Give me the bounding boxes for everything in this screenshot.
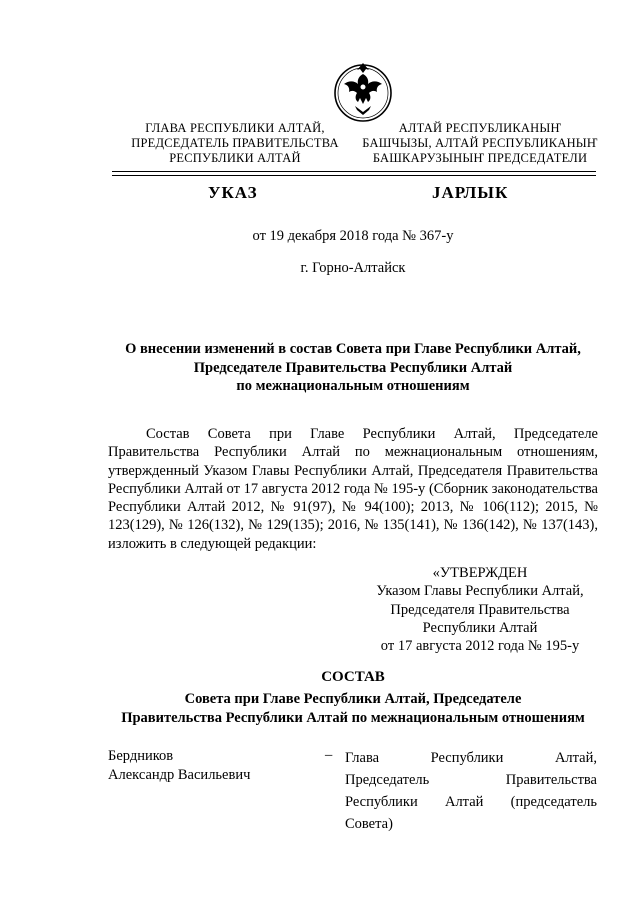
composition-subheading xyxy=(100,690,606,728)
role-word: Председатель xyxy=(345,772,430,788)
approval-line: Республики Алтай xyxy=(422,619,538,636)
member-role-line xyxy=(345,791,597,813)
member-role xyxy=(345,747,597,835)
member-name xyxy=(108,747,318,785)
header-left-line: ГЛАВА РЕСПУБЛИКИ АЛТАЙ, xyxy=(145,121,325,135)
member-name-line: Бердников xyxy=(108,748,174,764)
header-left-line: ПРЕДСЕДАТЕЛЬ ПРАВИТЕЛЬСТВА xyxy=(131,136,339,150)
header-right-line: БАШКАРУЗЫНЫҤ ПРЕДСЕДАТЕЛИ xyxy=(372,151,588,165)
title-ukaz: УКАЗ xyxy=(208,183,258,202)
header-divider-thin xyxy=(112,175,596,176)
approval-line: Указом Главы Республики Алтай, xyxy=(376,583,584,600)
role-word: (председатель xyxy=(510,794,597,810)
header-left-line: РЕСПУБЛИКИ АЛТАЙ xyxy=(169,151,301,165)
approval-line: «УТВЕРЖДЕН xyxy=(432,565,528,581)
member-role-line: Совета) xyxy=(345,816,393,832)
member-dash: – xyxy=(325,747,333,763)
role-word: Алтай, xyxy=(554,750,597,766)
role-word: Глава xyxy=(345,750,380,766)
approval-line: от 17 августа 2012 года № 195-у xyxy=(380,638,580,655)
subject-line: О внесении изменений в состав Совета при Главе Республики Алтай, xyxy=(125,341,581,357)
decree-date: от 19 декабря 2018 года № 367-у xyxy=(252,228,454,244)
role-word: Алтай xyxy=(444,794,484,810)
member-role-line xyxy=(345,769,597,791)
decree-city: г. Горно-Алтайск xyxy=(300,260,406,276)
header-divider-thick xyxy=(112,171,596,172)
decree-body xyxy=(108,425,598,553)
composition-subheading-line: Правительства Республики Алтай по межнациональным отношениям xyxy=(121,710,585,726)
body-paragraph: Состав Совета при Главе Республики Алтай, Председателе Правительства Республики Алтай по межнациональным отношениям, утвержденный Указом Главы Республики Алтай, Председателя Правительства Республики Алтай от 17 августа 2012 года № 195-у (Сборник законодательства Республики Алтай 2012, № 91(97), № 94(100); 2013, № 106(112); 2015, № 123(129), № 126(132), № 129(135); 2016, № 135(141), № 136(142), № 137(143), изложить в следующей редакции: xyxy=(108,426,598,552)
decree-subject xyxy=(100,340,606,396)
header-right-line: БАШЧЫЗЫ, АЛТАЙ РЕСПУБЛИКАНЫҤ xyxy=(362,136,598,150)
coat-of-arms-emblem-icon xyxy=(333,60,393,124)
header-right-line: АЛТАЙ РЕСПУБЛИКАНЫҤ xyxy=(398,121,562,135)
composition-heading: СОСТАВ xyxy=(321,669,385,685)
composition-subheading-line: Совета при Главе Республики Алтай, Председателе xyxy=(184,691,522,707)
role-word: Правительства xyxy=(505,772,597,788)
header-right-block xyxy=(355,121,605,166)
subject-line: Председателе Правительства Республики Алтай xyxy=(193,359,513,376)
role-word: Республики xyxy=(345,794,418,810)
member-role-line xyxy=(345,747,597,769)
title-jarlyk: ЈАРЛЫК xyxy=(432,183,509,202)
approval-line: Председателя Правительства xyxy=(390,601,570,618)
header-left-block xyxy=(115,121,355,166)
subject-line: по межнациональным отношениям xyxy=(236,378,470,394)
role-word: Республики xyxy=(430,750,504,766)
member-name-line: Александр Васильевич xyxy=(108,767,251,783)
approval-block xyxy=(360,564,600,655)
